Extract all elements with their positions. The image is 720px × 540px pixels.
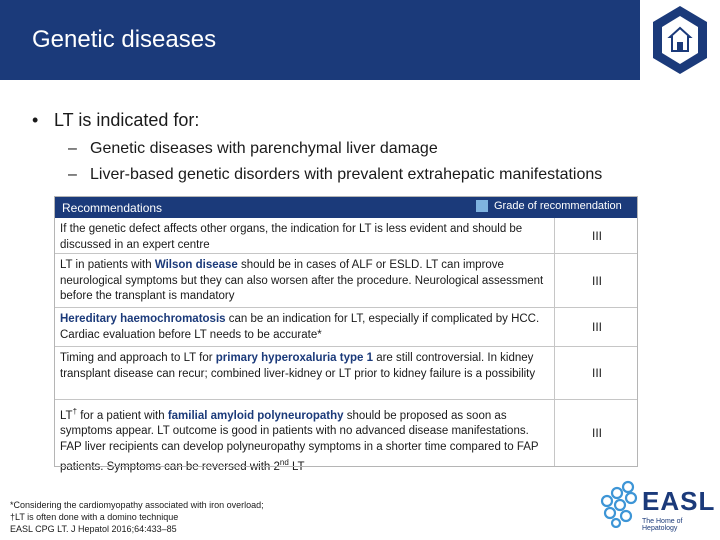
- table-header: [54, 196, 638, 218]
- bullet-main-text: LT is indicated for:: [54, 110, 200, 130]
- highlight-term: Wilson disease: [154, 259, 238, 271]
- sub-dash: –: [68, 140, 77, 157]
- table-row: [54, 218, 638, 254]
- row-text: [60, 258, 550, 305]
- footnote-2: †LT is often done with a domino technique: [10, 512, 179, 522]
- title-bar: [0, 0, 640, 80]
- logo-tagline: The Home of Hepatology: [642, 518, 683, 532]
- row-text-segment: for a patient with: [77, 409, 168, 422]
- row-text: [60, 404, 550, 476]
- row-text: [60, 312, 550, 343]
- grade-cell: [554, 400, 639, 466]
- footnote-1: *Considering the cardiomyopathy associated with iron overload;: [10, 500, 264, 510]
- grade-value: III: [591, 366, 602, 380]
- grade-value: III: [591, 320, 602, 334]
- row-text-segment: Timing and approach to LT for: [60, 352, 216, 364]
- home-button[interactable]: [640, 0, 720, 80]
- grade-cell: [554, 254, 639, 307]
- table-row: [54, 400, 638, 474]
- row-text-segment: LT: [288, 461, 305, 474]
- row-text: [60, 351, 550, 382]
- row-text-segment: can be an indication for LT, especially if complicated by HCC. Cardiac evaluation before LT needs to be accurate*: [60, 313, 540, 341]
- row-text-segment: LT: [60, 409, 73, 422]
- grade-cell: [554, 347, 639, 399]
- highlight-term: Hereditary haemochromatosis: [60, 313, 226, 325]
- sub-bullet-2: [68, 166, 602, 184]
- highlight-term: familial amyloid polyneuropathy: [167, 409, 344, 422]
- grade-legend-square: [476, 200, 488, 212]
- row-text-segment: should be proposed as soon as symptoms appear. LT outcome is good in patients with no advanced disease manifestations. FAP liver recipients can develop polyneuropathy symptoms in a shorter time compared to FAP patients. Symptoms can be reversed with 2: [60, 409, 539, 474]
- bullet-main: [32, 110, 199, 131]
- table-row: [54, 254, 638, 308]
- home-icon: [650, 4, 710, 76]
- table-row: [54, 308, 638, 347]
- grade-cell: [554, 218, 639, 253]
- superscript: nd: [279, 458, 289, 468]
- sub-dash: –: [68, 166, 77, 183]
- highlight-term: primary hyperoxaluria type 1: [215, 352, 373, 364]
- page-title: Genetic diseases: [32, 26, 217, 53]
- easl-cells-icon: [598, 480, 642, 528]
- grade-cell: [554, 308, 639, 346]
- row-text: [60, 222, 550, 253]
- recommendations-table: [54, 196, 638, 474]
- grade-value: III: [591, 273, 602, 288]
- grade-value: III: [591, 426, 602, 440]
- citation: EASL CPG LT. J Hepatol 2016;64:433–85: [10, 524, 177, 534]
- grade-value: III: [591, 228, 602, 243]
- sub-bullet-1-text: Genetic diseases with parenchymal liver damage: [90, 140, 438, 157]
- row-text-segment: LT in patients with: [60, 259, 155, 271]
- table-row: [54, 347, 638, 400]
- header-grade: Grade of recommendation: [494, 200, 622, 212]
- logo-wordmark: EASL: [642, 486, 716, 516]
- row-text-segment: should be in cases of ALF or ESLD. LT can improve neurological symptoms but they can also worsen after the procedure. Neurological assessment before the transplant is mandatory: [60, 259, 544, 302]
- sub-bullet-2-text: Liver-based genetic disorders with prevalent extrahepatic manifestations: [90, 166, 603, 183]
- row-text-segment: are still controversial. In kidney transplant disease can recur; combined liver-kidney or LT prior to kidney failure is a possibility: [60, 352, 536, 380]
- sub-bullet-1: [68, 140, 438, 158]
- bullet-dot: •: [32, 110, 39, 130]
- superscript: †: [72, 407, 78, 416]
- row-text-segment: If the genetic defect affects other organs, the indication for LT is less evident and should be discussed in an expert centre: [60, 223, 523, 251]
- easl-logo: [598, 478, 716, 538]
- footnotes: [10, 499, 264, 535]
- header-recommendations: Recommendations: [62, 201, 163, 215]
